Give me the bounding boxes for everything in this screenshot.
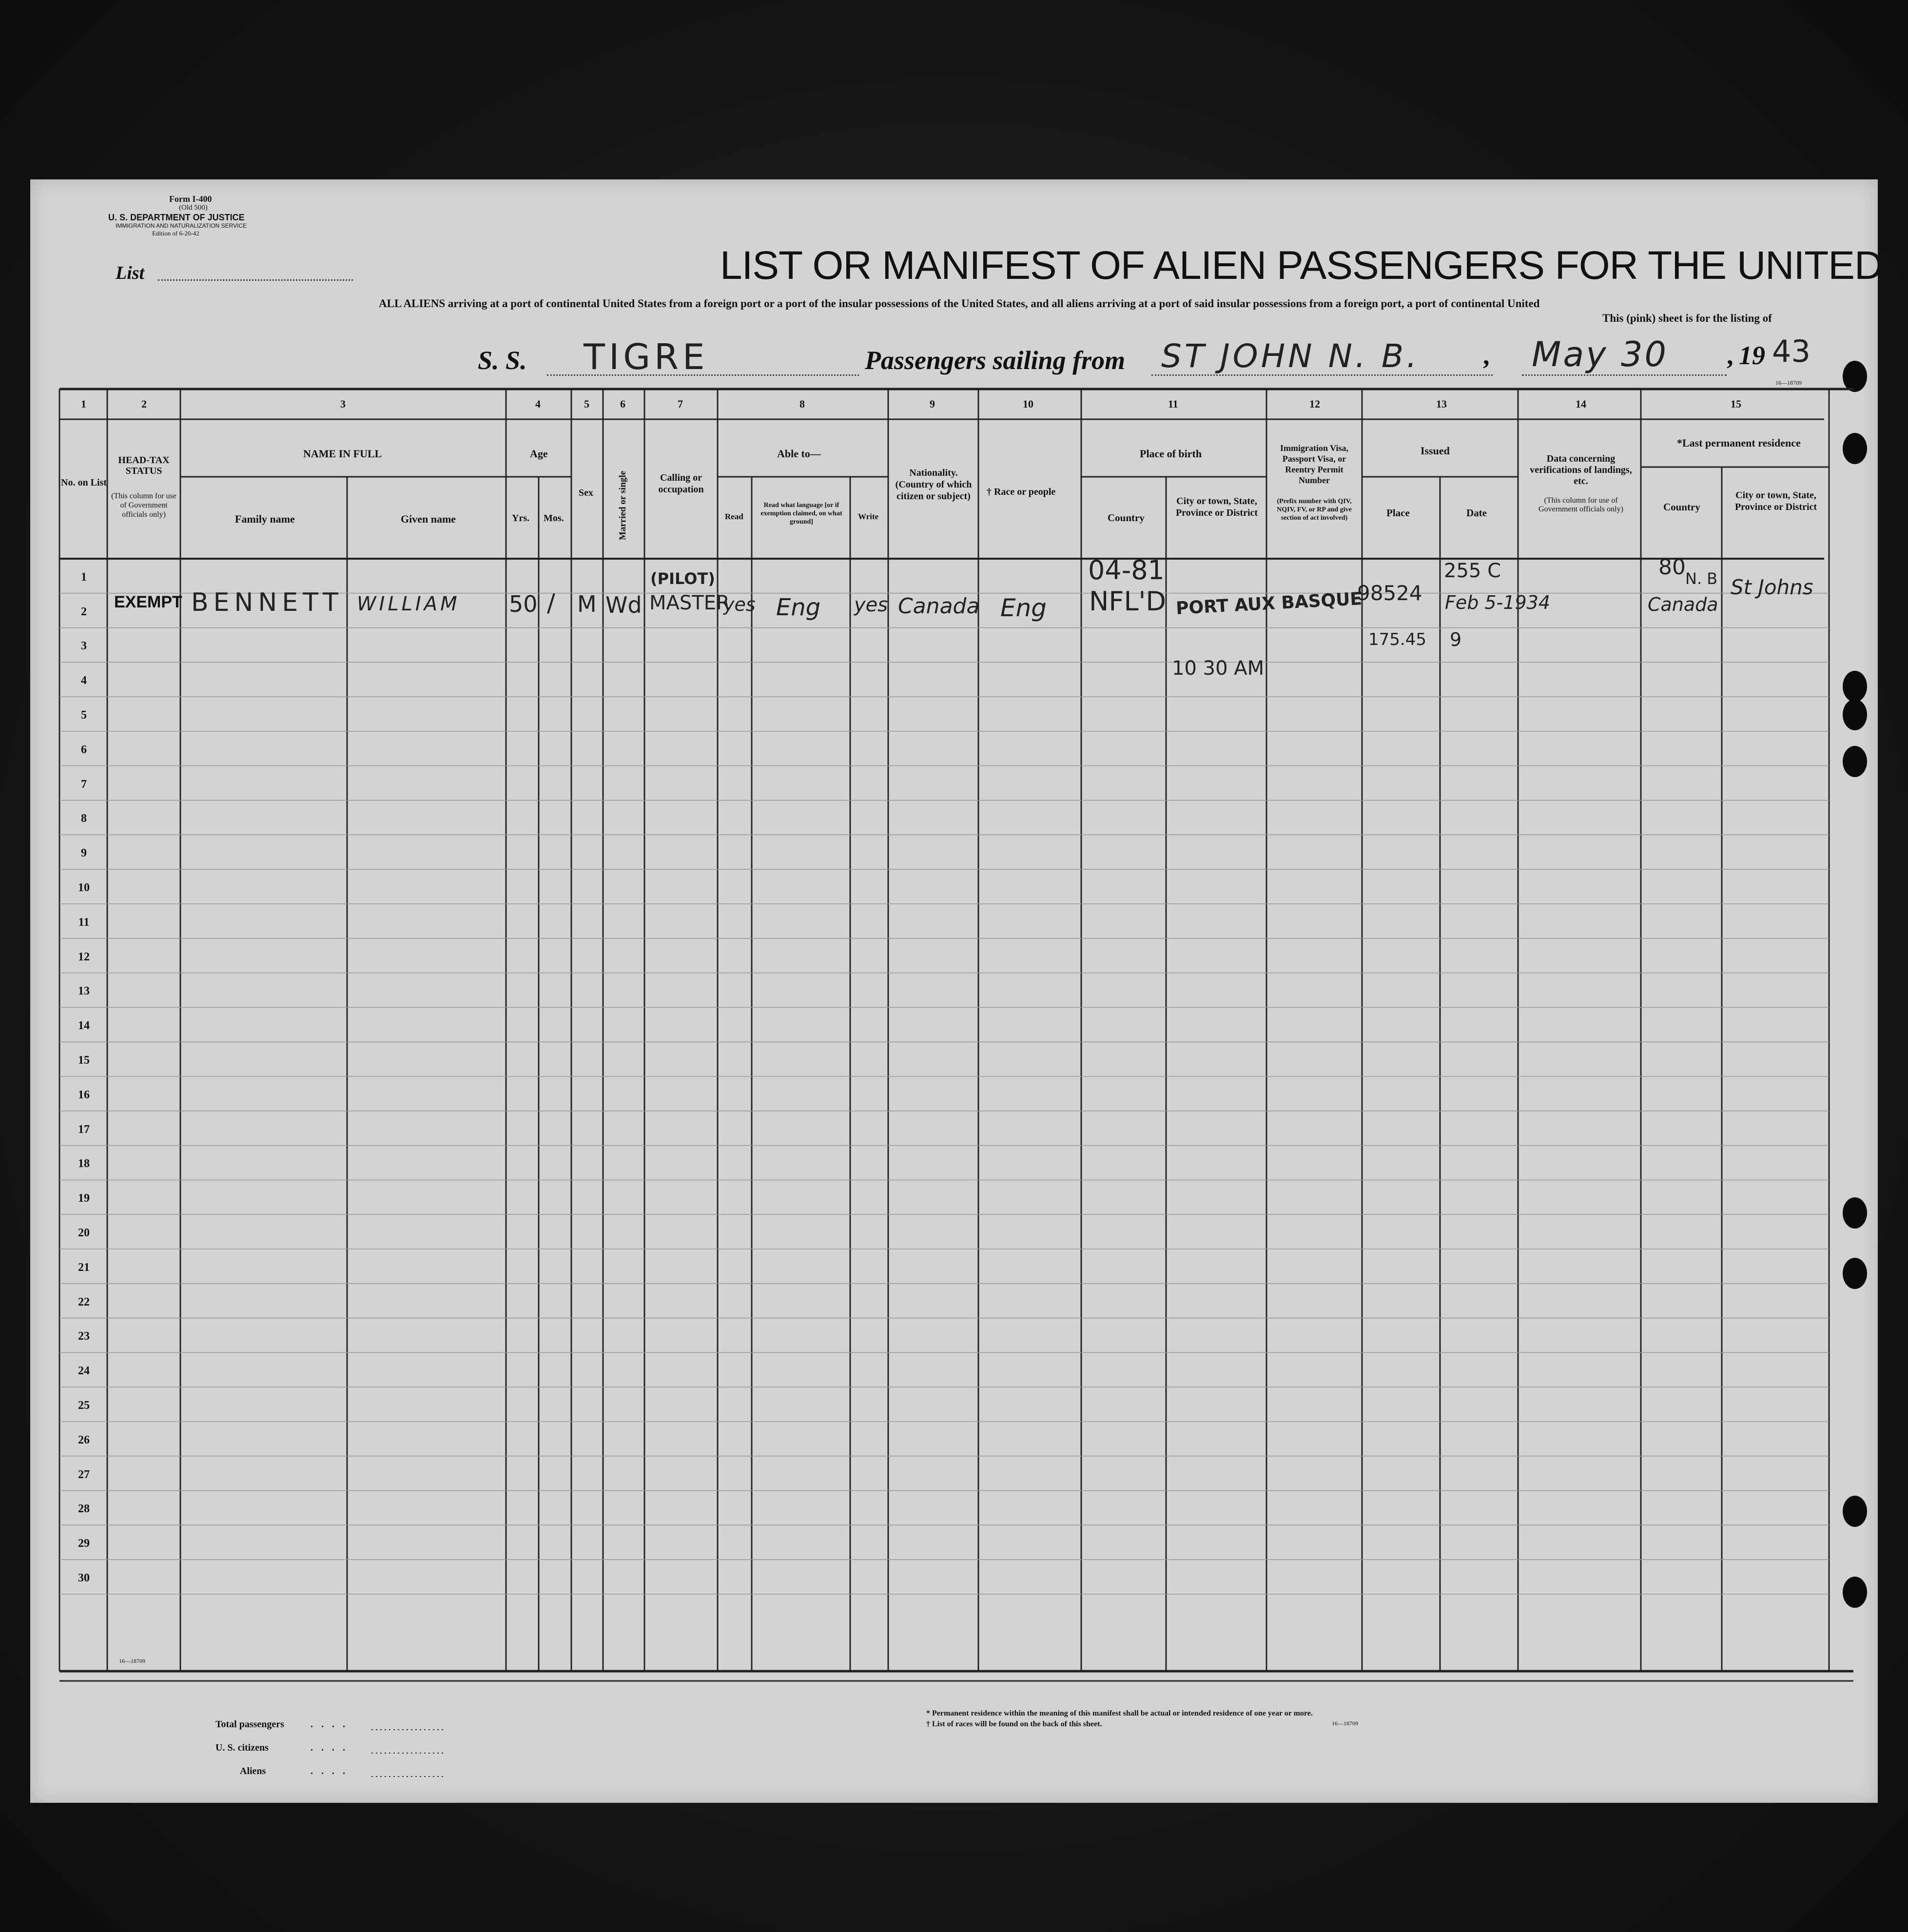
- row-number: 4: [81, 674, 87, 687]
- year-prefix: 19: [1739, 341, 1765, 370]
- col-num: 12: [1309, 398, 1320, 410]
- entry-age-yrs: 50: [509, 591, 538, 617]
- entry-birth-country: NFL'D: [1089, 586, 1166, 617]
- col-num: 11: [1168, 398, 1178, 410]
- header-write: Write: [858, 512, 879, 521]
- row-number: 26: [78, 1433, 90, 1446]
- row-number: 23: [78, 1330, 90, 1343]
- row-number: 19: [78, 1192, 90, 1205]
- entry-birth-code: 04-81: [1088, 555, 1165, 585]
- col-num: 4: [535, 398, 541, 410]
- entry-res-code: 80: [1658, 555, 1686, 580]
- entry-head-tax: EXEMPT: [114, 593, 182, 611]
- row-number: 8: [81, 812, 87, 825]
- header-married: Married or single: [618, 470, 628, 540]
- manifest-subtitle-1: ALL ALIENS arriving at a port of continental United States from a foreign port or a port of the insular possessions of the United States, and all aliens arriving at a port of said insular possessions from a foreign port, a port of continental United: [379, 297, 1540, 310]
- port-comma: ,: [1483, 341, 1490, 370]
- date-comma: ,: [1727, 341, 1733, 370]
- row-number: 17: [78, 1123, 90, 1136]
- header-head-tax: HEAD-TAX STATUS: [118, 455, 170, 476]
- header-no-on-list: No. on List: [61, 477, 107, 488]
- row-number: 16: [78, 1088, 90, 1101]
- print-code-bottom-right: 16—18709: [1332, 1720, 1358, 1727]
- entry-birth-city: PORT AUX BASQUE: [1175, 589, 1363, 619]
- col-num: 3: [340, 398, 346, 410]
- manifest-title: LIST OR MANIFEST OF ALIEN PASSENGERS FOR THE UNITED: [720, 243, 1883, 288]
- header-able-to: Able to—: [777, 448, 821, 460]
- header-race: † Race or people: [987, 487, 1056, 497]
- row-number: 27: [78, 1468, 90, 1481]
- footer-total-passengers: Total passengers: [215, 1719, 284, 1730]
- col-num: 5: [584, 398, 589, 410]
- sailing-port: ST JOHN N. B.: [1161, 337, 1420, 375]
- entry-visa-number: 255 C: [1444, 560, 1501, 582]
- sailing-label: Passengers sailing from: [865, 346, 1126, 375]
- entry-birth-note: 10 30 AM: [1172, 657, 1265, 680]
- row-number: 18: [78, 1157, 90, 1171]
- row-number: 30: [78, 1572, 90, 1584]
- entry-res-country-2: Canada: [1648, 594, 1718, 615]
- print-code-bottom-left: 16—18709: [119, 1658, 145, 1664]
- header-last-residence: *Last permanent residence: [1677, 437, 1801, 449]
- department: U. S. DEPARTMENT OF JUSTICE: [108, 213, 245, 222]
- print-code-top: 16—18709: [1775, 379, 1802, 386]
- service: IMMIGRATION AND NATURALIZATION SERVICE: [116, 222, 247, 229]
- row-number: 7: [81, 778, 87, 791]
- footer-aliens: Aliens: [240, 1766, 266, 1776]
- header-family-name: Family name: [235, 513, 295, 525]
- header-mos: Mos.: [544, 513, 564, 524]
- col-num: 14: [1576, 398, 1586, 410]
- entry-calling: MASTER: [649, 592, 730, 614]
- header-data-concerning: Data concerning verifications of landings, etc.: [1530, 453, 1632, 487]
- header-read-what: Read what language [or if exemption claimed, on what ground]: [760, 502, 842, 526]
- footer-note-races: † List of races will be found on the back of this sheet.: [926, 1720, 1102, 1728]
- row-number: 11: [78, 916, 90, 929]
- header-age: Age: [530, 448, 548, 460]
- list-label: List: [116, 263, 145, 283]
- row-number: 6: [81, 743, 87, 756]
- entry-age-mos: /: [547, 589, 555, 617]
- entry-issued-note: 9: [1450, 629, 1462, 650]
- row-number: 9: [81, 847, 87, 860]
- entry-read: yes: [723, 594, 756, 615]
- footer-us-citizens: U. S. citizens: [215, 1742, 269, 1753]
- header-res-country: Country: [1663, 501, 1700, 513]
- header-nationality: Nationality. (Country of which citizen or subject): [895, 468, 972, 502]
- entry-visa-place: 98524: [1357, 581, 1422, 605]
- header-res-city: City or town, State, Province or District: [1734, 490, 1817, 512]
- row-number: 15: [78, 1054, 90, 1067]
- year-suffix: 43: [1772, 333, 1811, 369]
- row-number: 2: [81, 605, 87, 618]
- row-number: 12: [78, 950, 90, 963]
- col-num: 8: [799, 398, 805, 410]
- header-yrs: Yrs.: [512, 513, 530, 524]
- manifest-grid: [30, 179, 1878, 1803]
- row-number: 14: [78, 1019, 90, 1033]
- row-number: 13: [78, 985, 90, 998]
- row-number: 29: [78, 1537, 90, 1550]
- header-read: Read: [725, 512, 743, 521]
- col-num: 10: [1023, 398, 1033, 410]
- header-calling: Calling or occupation: [658, 472, 704, 495]
- row-number: 20: [78, 1227, 90, 1239]
- header-data-note: (This column for use of Government officials only): [1538, 496, 1623, 513]
- sailing-date: May 30: [1532, 334, 1669, 374]
- footer-note-residence: * Permanent residence within the meaning of this manifest shall be actual or intended residence of one year or more.: [926, 1709, 1313, 1717]
- manifest-sheet: [30, 179, 1883, 1803]
- form-number: Form I-400: [169, 194, 212, 204]
- row-number: 3: [81, 640, 87, 653]
- col-num: 7: [678, 398, 683, 410]
- header-issued-date: Date: [1466, 507, 1487, 519]
- footer-dots: . . . .: [311, 1719, 348, 1730]
- header-head-tax-note: (This column for use of Government officials only): [111, 492, 176, 519]
- entry-family-name: BENNETT: [191, 588, 343, 617]
- row-number: 25: [78, 1399, 90, 1412]
- col-num: 6: [620, 398, 625, 410]
- col-num: 15: [1731, 398, 1741, 410]
- header-place-of-birth: Place of birth: [1140, 448, 1202, 460]
- ss-label: S. S.: [478, 346, 527, 375]
- form-old-number: (Old 500): [179, 204, 208, 212]
- entry-write: yes: [854, 594, 888, 616]
- entry-language: Eng: [776, 594, 821, 621]
- row-number: 21: [78, 1261, 90, 1274]
- col-num: 2: [141, 398, 147, 410]
- entry-sex: M: [577, 591, 597, 617]
- row-number: 28: [78, 1503, 90, 1516]
- header-name-in-full: NAME IN FULL: [303, 448, 382, 460]
- header-visa-note: (Prefix number with QIV, NQIV, FV, or RP and give section of act involved): [1277, 498, 1352, 522]
- entry-marital: Wd: [605, 592, 642, 618]
- entry-visa-place-2: 175.45: [1368, 630, 1426, 649]
- row-number: 22: [78, 1295, 90, 1308]
- header-visa: Immigration Visa, Passport Visa, or Reentry Permit Number: [1280, 443, 1348, 485]
- edition: Edition of 6-20-42: [152, 230, 199, 237]
- entry-nationality: Canada: [898, 594, 980, 619]
- manifest-subtitle-2: This (pink) sheet is for the listing of: [1602, 312, 1772, 324]
- header-given-name: Given name: [401, 513, 456, 525]
- col-num: 9: [930, 398, 935, 410]
- entry-res-city: St Johns: [1731, 575, 1813, 599]
- entry-issued-date: Feb 5-1934: [1445, 592, 1551, 613]
- header-birth-city: City or town, State, Province or District: [1175, 496, 1258, 518]
- footer-dots: . . . .: [311, 1742, 348, 1753]
- entry-race: Eng: [1000, 594, 1047, 622]
- header-issued-place: Place: [1386, 507, 1410, 519]
- header-issued: Issued: [1421, 445, 1450, 457]
- col-num: 1: [81, 398, 86, 410]
- row-number: 5: [81, 709, 87, 722]
- footer-dots: . . . .: [311, 1766, 348, 1776]
- row-number: 1: [81, 570, 87, 584]
- ship-name: TIGRE: [584, 336, 709, 377]
- row-number: 10: [78, 881, 90, 894]
- entry-res-country-1: N. B: [1685, 569, 1718, 588]
- header-birth-country: Country: [1108, 512, 1145, 524]
- header-sex: Sex: [579, 488, 593, 498]
- entry-calling-note: (PILOT): [650, 569, 715, 588]
- col-num: 13: [1436, 398, 1447, 410]
- entry-given-name: WILLIAM: [357, 593, 460, 615]
- row-number: 24: [78, 1365, 90, 1378]
